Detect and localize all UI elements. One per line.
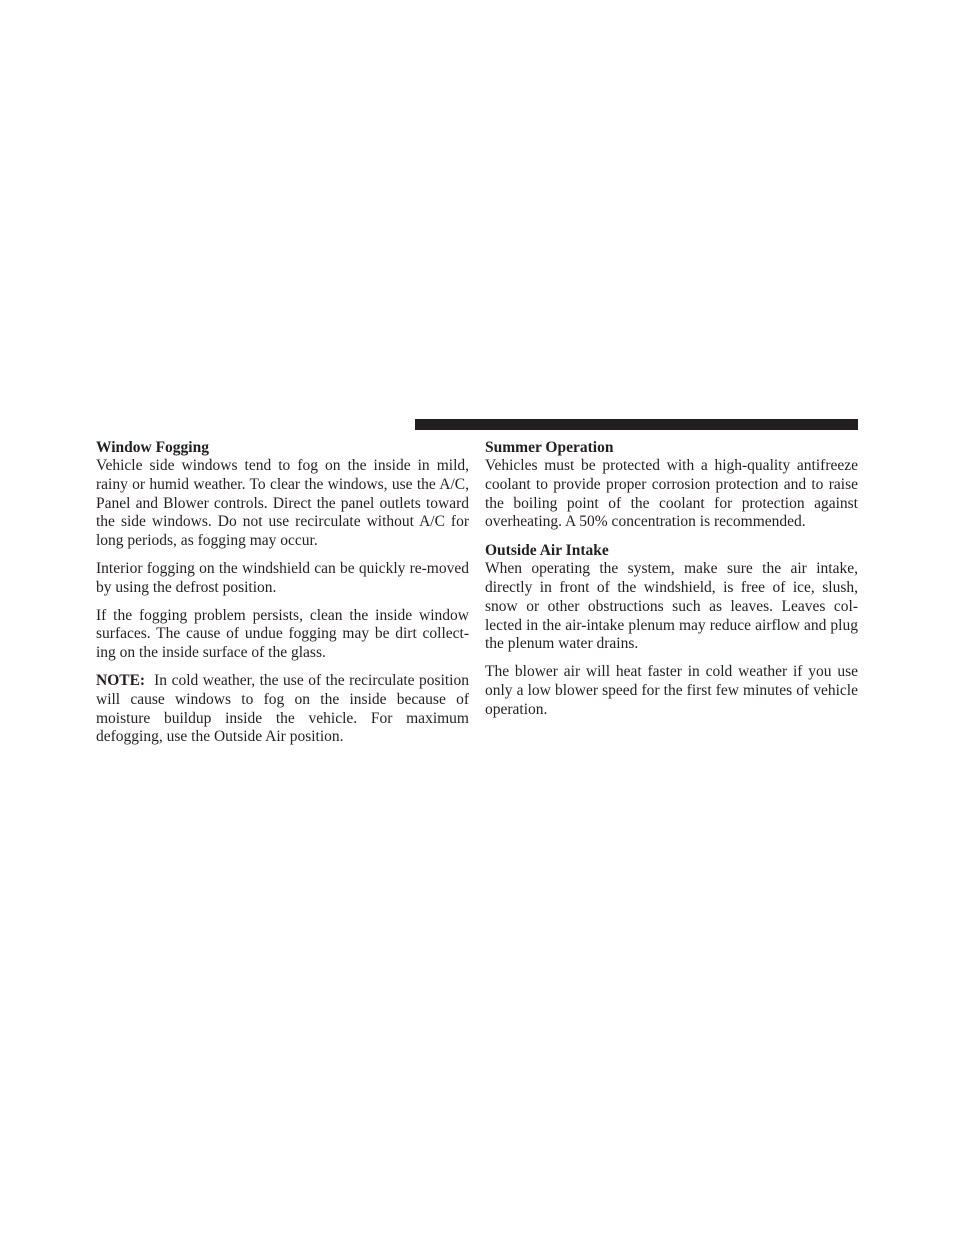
right-column [485,438,858,729]
window-fogging-paragraph-2: Interior fogging on the windshield can be quickly re-moved by using the defrost position. [96,559,469,596]
window-fogging-paragraph-1: Vehicle side windows tend to fog on the inside in mild, rainy or humid weather. To clear the windows, use the A/C, Panel and Blower controls. Direct the panel outlets toward the side windows. Do not use recirculate without A/C for long periods, as fogging may occur. [96,457,469,550]
outside-air-intake-paragraph-2: The blower air will heat faster in cold weather if you use only a low blower speed for the first few minutes of vehicle operation. [485,663,858,718]
outside-air-intake-paragraph-1: When operating the system, make sure the air intake, directly in front of the windshield, is free of ice, slush, snow or other obstructions such as leaves. Leaves col-lected in the air-intake plenum may reduce airflow and plug the plenum water drains. [485,560,858,653]
window-fogging-paragraph-3: If the fogging problem persists, clean the inside window surfaces. The cause of undue fogging may be dirt collect-ing on the inside surface of the glass. [96,606,469,662]
note-text: In cold weather, the use of the recirculate position will cause windows to fog on the inside because of moisture buildup inside the vehicle. For maximum defogging, use the Outside Air position. [96,671,469,746]
window-fogging-heading: Window Fogging [96,439,209,456]
left-column [96,438,469,756]
summer-operation-heading: Summer Operation [485,439,614,456]
note-paragraph [96,672,469,747]
summer-operation-paragraph: Vehicles must be protected with a high-quality antifreeze coolant to provide proper corrosion protection and to raise the boiling point of the coolant for protection against overheating. A 50% concentration is recommended. [485,457,858,531]
outside-air-intake-heading: Outside Air Intake [485,542,609,560]
note-label: NOTE: [96,671,146,689]
section-header-bar [415,419,858,430]
